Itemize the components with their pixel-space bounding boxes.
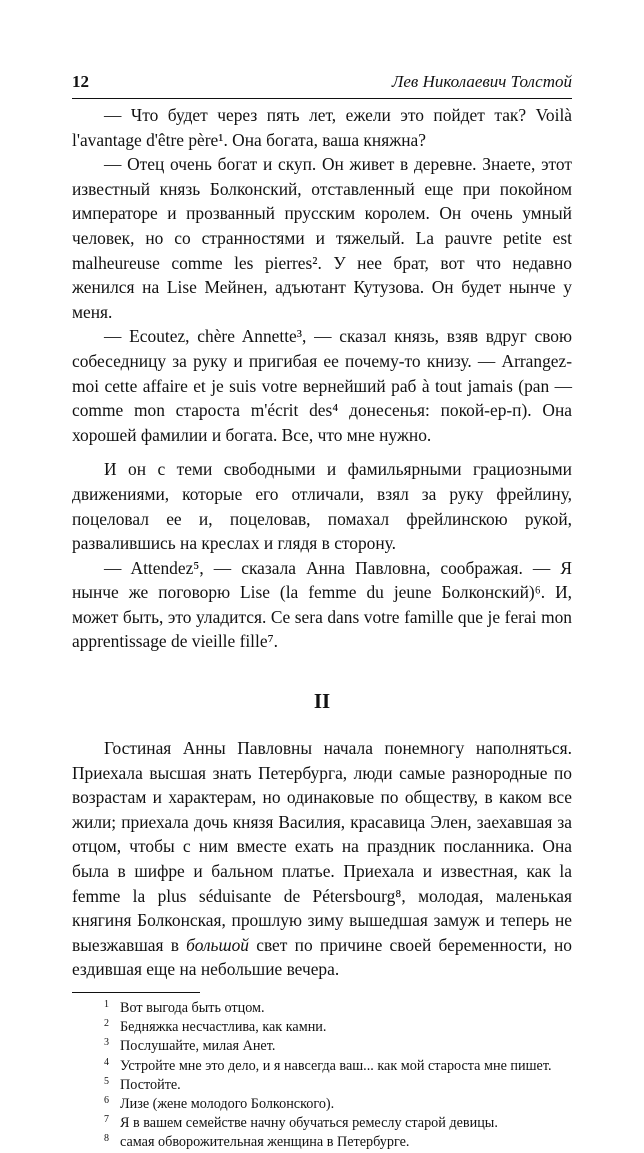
footnote-text: Бедняжка несчастлива, как камни. [120, 1019, 327, 1036]
footnote [72, 1095, 572, 1114]
footnote-mark: 5 [104, 1075, 109, 1087]
footnote-mark: 3 [104, 1037, 109, 1049]
footnote-mark: 2 [104, 1018, 109, 1030]
footnote [72, 1057, 572, 1076]
footnote-text: Устройте мне это дело, и я навсегда ваш... как мой староста мне пишет. [120, 1057, 552, 1074]
page-body [72, 103, 572, 1153]
page-number: 12 [72, 72, 89, 91]
footnote-text: Послушайте, милая Анет. [120, 1038, 276, 1055]
footnotes [72, 999, 572, 1153]
footnote-mark: 4 [104, 1056, 109, 1068]
header-rule [72, 98, 572, 99]
footnote-text: Я в вашем семействе начну обучаться ремеслу старой девицы. [120, 1115, 498, 1132]
paragraph-italic-word: большой [186, 934, 249, 955]
paragraph-text: свет по причине своей беременности, но ездившая еще на небольшие вечера. [72, 934, 573, 980]
paragraph: — Что будет через пять лет, ежели это пойдет так? Voilà l'avantage d'être père¹. Она богата, ваша княжна? [72, 105, 572, 150]
footnote-text: Лизе (жене молодого Болконского). [120, 1096, 335, 1113]
paragraph-text: Гостиная Анны Павловны начала понемногу наполняться. Приехала высшая знать Петербурга, люди самые разнородные по возрастам и характерам, но одинаковые по обществу, в каком все жили; приехала дочь князя Василия, красавица Элен, заехавшая за отцом, чтобы с ним вместе ехать на праздник посланника. Она была в шифре и бальном платье. Приехала и известная, как la femme la plus séduisante de Pétersbourg⁸, молодая, маленькая княгиня Болконская, прошлую зиму вышедшая замуж и теперь не выезжавшая в [72, 738, 572, 955]
footnote [72, 1037, 572, 1056]
paragraph [72, 736, 572, 982]
footnote-mark: 8 [104, 1133, 109, 1145]
chapter-heading: II [313, 689, 331, 714]
paragraph: — Attendez⁵, — сказала Анна Павловна, соображая. — Я нынче же поговорю Lise (la femme du jeune Болконский)⁶. И, может быть, это уладится. Ce sera dans votre famille que je ferai mon apprentissage de vieille fille⁷. [72, 557, 572, 652]
footnote-rule [72, 992, 200, 993]
footnote-text: Вот выгода быть отцом. [120, 1000, 265, 1016]
footnote-text: самая обворожительная женщина в Петербурге. [120, 1134, 410, 1151]
footnote-mark: 1 [104, 999, 109, 1010]
paragraph: И он с теми свободными и фамильярными грациозными движениями, которые его отличали, взял за руку фрейлину, поцеловал ее и, поцеловав, помахал фрейлинскою рукой, развалившись на креслах и глядя в сторону. [72, 459, 572, 554]
footnote-mark: 7 [104, 1114, 109, 1126]
footnote [72, 1133, 572, 1152]
footnote [72, 1114, 572, 1133]
paragraph: — Отец очень богат и скуп. Он живет в деревне. Знаете, этот известный князь Болконский, отставленный еще при покойном императоре и прозванный прусским королем. Он очень умный человек, но со странностями и тяжелый. La pauvre petite est malheureuse comme les pierres². У нее брат, вот что недавно женился на Lise Мейнен, адъютант Кутузова. Он будет нынче у меня. [72, 154, 572, 322]
footnote-mark: 6 [104, 1095, 109, 1107]
page-header [72, 72, 572, 92]
footnote-text: Постойте. [120, 1076, 181, 1093]
paragraph: — Ecoutez, chère Annette³, — сказал князь, взяв вдруг свою собеседницу за руку и пригибая ее почему-то книзу. — Arrangez-moi cette affaire et je suis votre вернейший раб à tout jamais (pan — comme mon староста m'écrit des⁴ донесенья: покой-ер-п). Она хорошей фамилии и богата. Все, что мне нужно. [72, 326, 572, 445]
footnote [72, 1018, 572, 1037]
running-title: Лев Николаевич Толстой [391, 72, 572, 91]
footnote [72, 1076, 572, 1095]
footnote [72, 999, 572, 1018]
